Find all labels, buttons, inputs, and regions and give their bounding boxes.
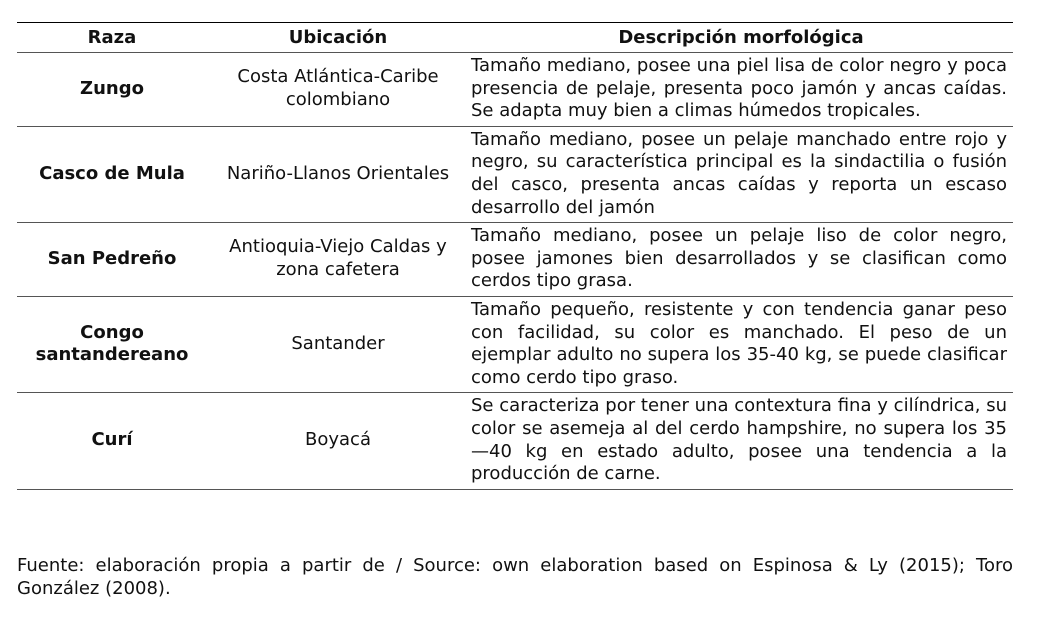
cell-ubicacion: Nariño-Llanos Orientales <box>207 126 469 222</box>
cell-ubicacion: Antioquia-Viejo Caldas y zona cafetera <box>207 223 469 297</box>
cell-descripcion: Tamaño mediano, posee un pelaje manchado entre rojo y negro, su característica principal es la sindactilia o fusión del casco, presenta ancas caídas y reporta un escaso desarrollo del jamón <box>469 126 1013 222</box>
table-row <box>17 53 1013 127</box>
table-row <box>17 296 1013 392</box>
breeds-table-container <box>17 22 1013 490</box>
table-row <box>17 126 1013 222</box>
cell-descripcion: Se caracteriza por tener una contextura fina y cilíndrica, su color se asemeja al del cerdo hampshire, no supera los 35—40 kg en estado adulto, posee una tendencia a la producción de carne. <box>469 393 1013 489</box>
cell-descripcion: Tamaño mediano, posee una piel lisa de color negro y poca presencia de pelaje, presenta poco jamón y ancas caídas. Se adapta muy bien a climas húmedos tropicales. <box>469 53 1013 127</box>
cell-descripcion: Tamaño mediano, posee un pelaje liso de color negro, posee jamones bien desarrollados y se clasifican como cerdos tipo grasa. <box>469 223 1013 297</box>
breeds-table <box>17 22 1013 490</box>
header-raza: Raza <box>17 23 207 53</box>
cell-raza: Zungo <box>17 53 207 127</box>
cell-raza: Congo santandereano <box>17 296 207 392</box>
cell-raza: Casco de Mula <box>17 126 207 222</box>
cell-raza: Curí <box>17 393 207 489</box>
table-row <box>17 223 1013 297</box>
cell-ubicacion: Costa Atlántica-Caribe colombiano <box>207 53 469 127</box>
cell-raza: San Pedreño <box>17 223 207 297</box>
cell-descripcion: Tamaño pequeño, resistente y con tendencia ganar peso con facilidad, su color es manchado. El peso de un ejemplar adulto no supera los 35-40 kg, se puede clasificar como cerdo tipo graso. <box>469 296 1013 392</box>
cell-ubicacion: Santander <box>207 296 469 392</box>
header-ubicacion: Ubicación <box>207 23 469 53</box>
table-row <box>17 393 1013 489</box>
header-descripcion: Descripción morfológica <box>469 23 1013 53</box>
table-header-row <box>17 23 1013 53</box>
source-note: Fuente: elaboración propia a partir de / Source: own elaboration based on Espinosa & Ly (2015); Toro González (2008). <box>17 555 1013 599</box>
cell-ubicacion: Boyacá <box>207 393 469 489</box>
